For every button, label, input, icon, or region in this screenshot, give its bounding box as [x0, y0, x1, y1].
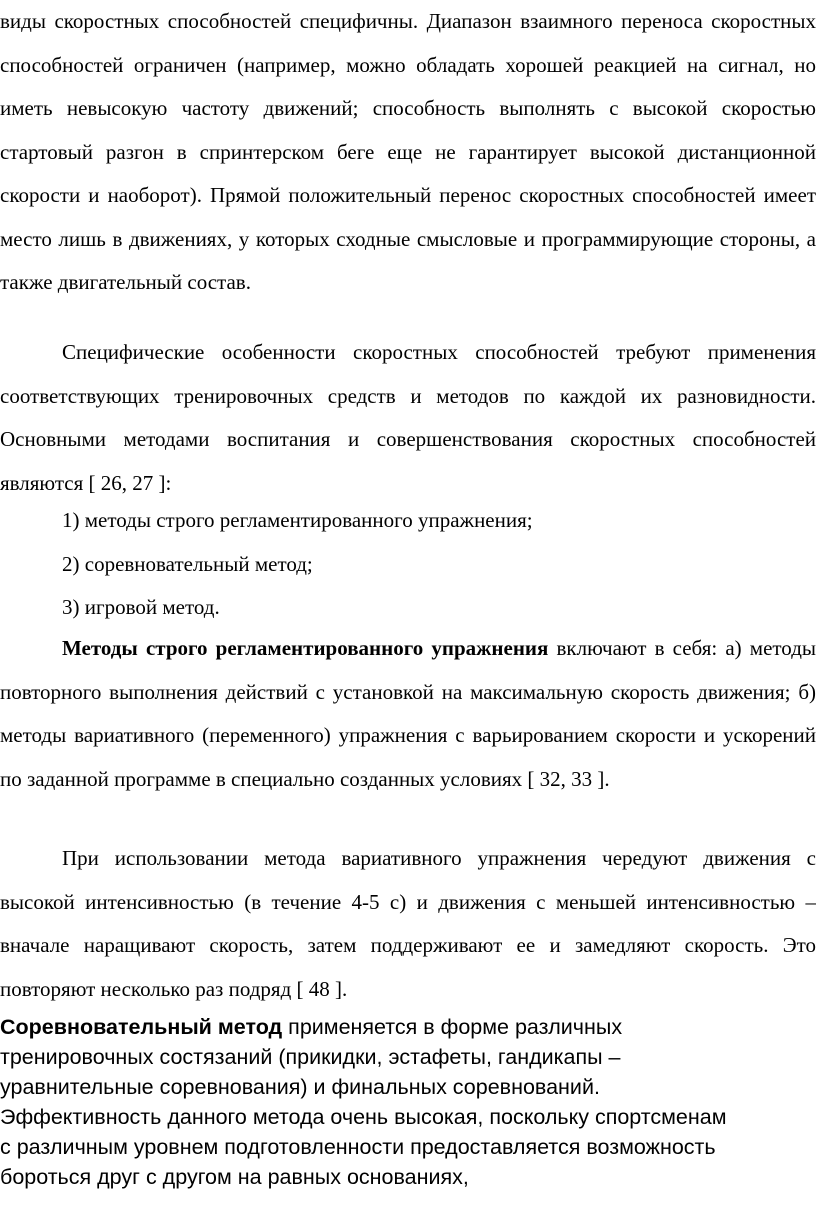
term-competitive-method: Соревновательный метод — [0, 1015, 283, 1039]
list-item: 2) соревновательный метод; — [62, 551, 313, 576]
list-item: 1) методы строго регламентированного упражнения; — [62, 508, 533, 532]
paragraph-methods-intro: Специфические особенности скоростных способностей требуют применения соответствующих тренировочных средств и методов по каждой их разновидности. Основными методами воспитания и совершенствования скоростных способностей являются [ 26, 27 ]: — [0, 340, 816, 495]
paragraph-competitive-method — [0, 1012, 740, 1192]
paragraph-regulated-methods — [0, 627, 816, 801]
term-regulated-exercise: Методы строго регламентированного упражнения — [62, 636, 549, 660]
paragraph-competitive-method-text: применяется в форме различных тренировочных состязаний (прикидки, эстафеты, гандикапы – уравнительные соревнования) и финальных соревнований. Эффективность данного метода очень высокая, поскольку спортсменам с различным уровнем подготовленности предоставляется возможность бороться друг с другом на равных основаниях, — [0, 1015, 727, 1189]
methods-list — [0, 499, 816, 630]
list-item: 3) игровой метод. — [62, 595, 220, 619]
paragraph-speed-transfer: виды скоростных способностей специфичны. Диапазон взаимного переноса скоростных способностей ограничен (например, можно обладать хорошей реакцией на сигнал, но иметь невысокую частоту движений; способность выполнять с высокой скоростью стартовый разгон в спринтерском беге еще не гарантирует высокой дистанционной скорости и наоборот). Прямой положительный перенос скоростных способностей имеет место лишь в движениях, у которых сходные смысловые и программирующие стороны, а также двигательный состав. — [0, 9, 816, 294]
paragraph-variative-method: При использовании метода вариативного упражнения чередуют движения с высокой интенсивностью (в течение 4-5 с) и движения с меньшей интенсивностью – вначале наращивают скорость, затем поддерживают ее и замедляют скорость. Это повторяют несколько раз подряд [ 48 ]. — [0, 846, 816, 1001]
paragraph-regulated-methods-text: включают в себя: а) методы повторного выполнения действий с установкой на максимальную скорость движения; б) методы вариативного (переменного) упражнения с варьированием скорости и ускорений по заданной программе в специально созданных условиях [ 32, 33 ]. — [0, 636, 816, 791]
